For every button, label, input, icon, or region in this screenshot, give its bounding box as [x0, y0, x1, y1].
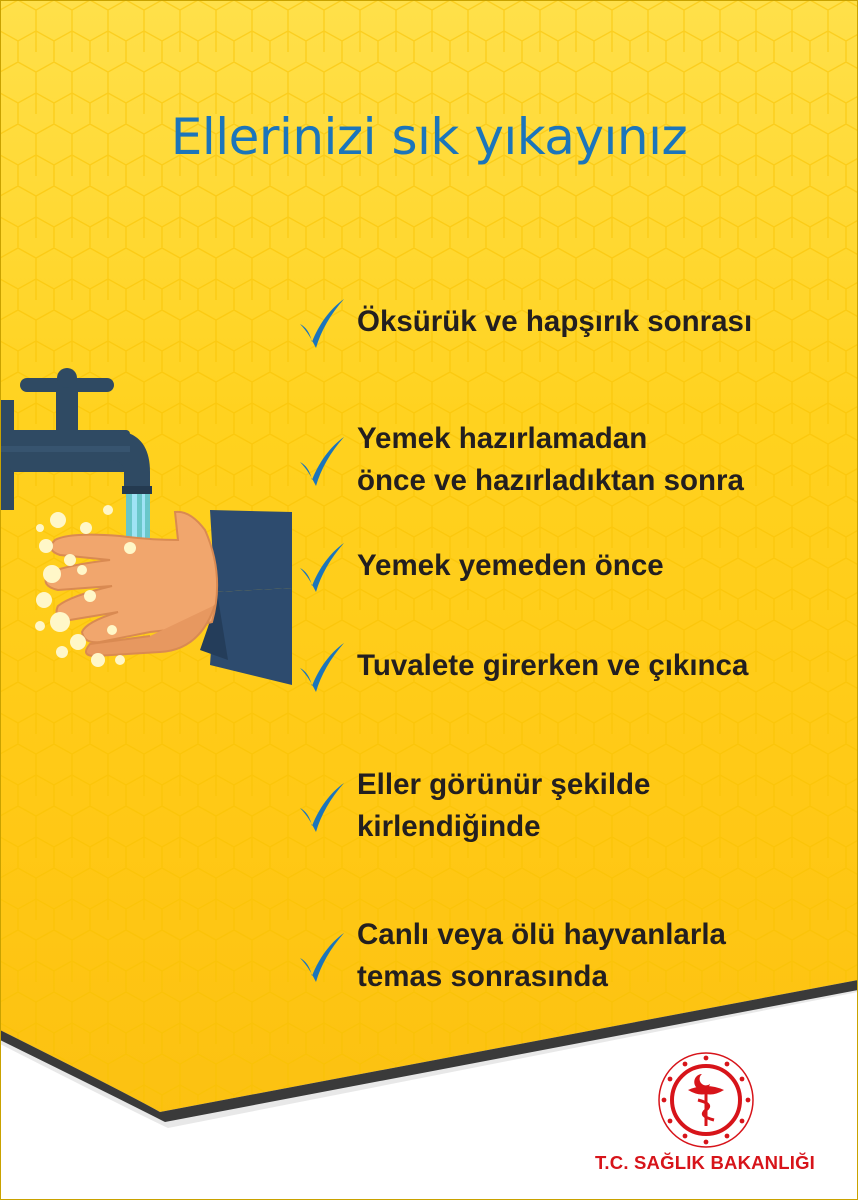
- checklist-item-label: Canlı veya ölü hayvanlarla temas sonrasında: [357, 918, 726, 993]
- checklist-item-label: Yemek yemeden önce: [357, 549, 664, 582]
- ministry-name: T.C. SAĞLIK BAKANLIĞI: [594, 1152, 816, 1173]
- poster-title: Ellerinizi sık yıkayınız: [170, 108, 688, 166]
- checklist-item-label: Eller görünür şekilde kirlendiğinde: [357, 768, 651, 843]
- checklist-item-label: Öksürük ve hapşırık sonrası: [357, 305, 753, 338]
- checklist-item-label: Tuvalete girerken ve çıkınca: [357, 649, 749, 682]
- checklist-item-label: Yemek hazırlamadan önce ve hazırladıktan sonra: [357, 422, 744, 497]
- ministry-of-health-emblem: [656, 1050, 756, 1150]
